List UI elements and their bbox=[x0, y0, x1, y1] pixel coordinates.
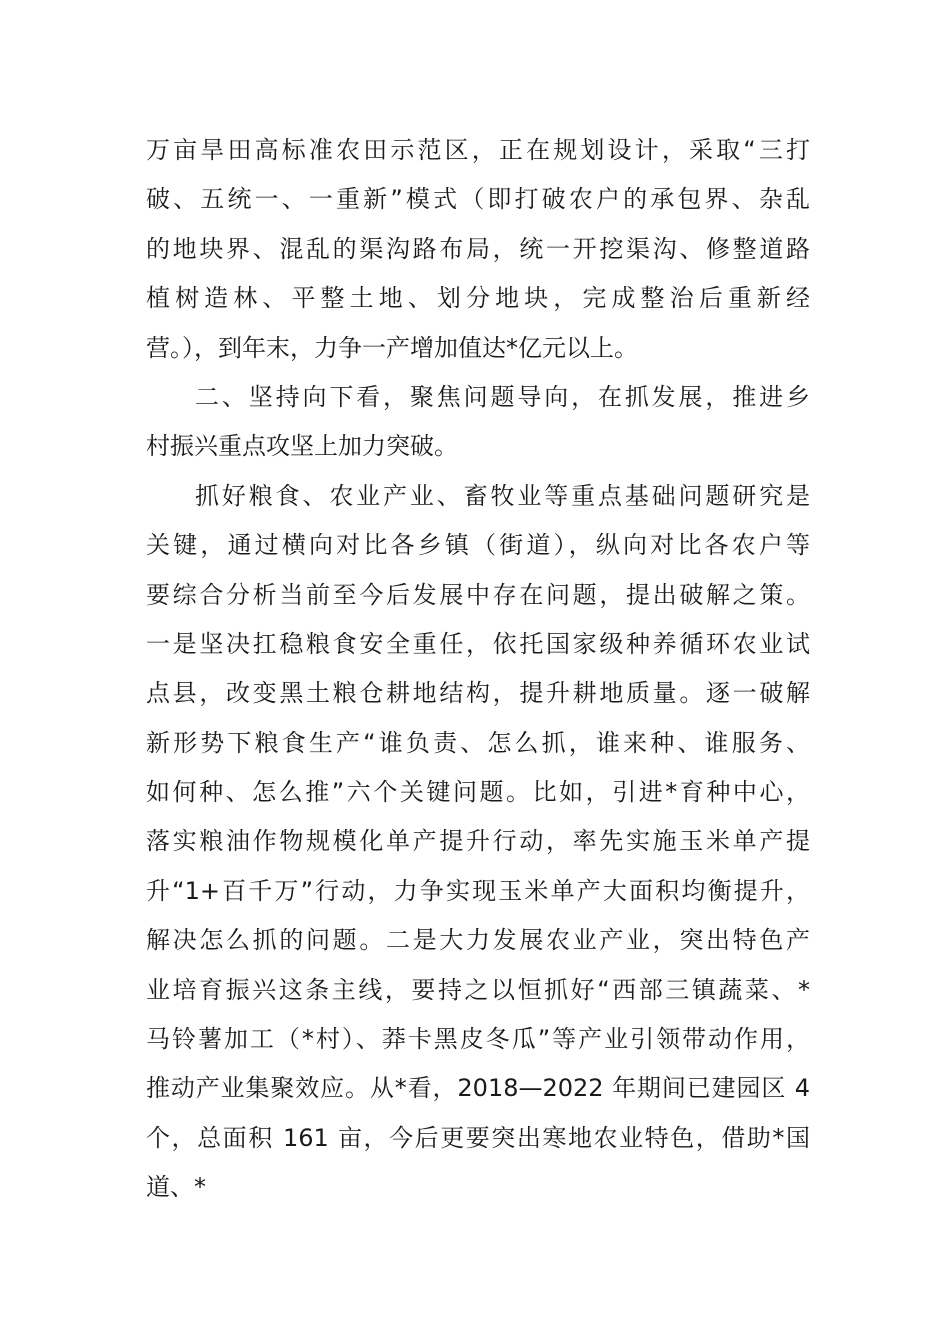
text-line: 抓好粮食、农业产业、畜牧业等重点基础问题研究是 bbox=[195, 481, 810, 510]
text-line: 道、* bbox=[146, 1173, 206, 1202]
section-heading-line: 村振兴重点攻坚上加力突破。 bbox=[146, 432, 458, 461]
body-text bbox=[146, 126, 810, 1213]
section-heading-line: 二、坚持向下看，聚焦问题导向，在抓发展，推进乡 bbox=[195, 382, 810, 411]
text-line: 一是坚决扛稳粮食安全重任，依托国家级种养循环农业试 bbox=[146, 629, 810, 658]
text-line: 关键，通过横向对比各乡镇（街道），纵向对比各农户等 bbox=[146, 531, 810, 560]
text-line: 如何种、怎么推”六个关键问题。比如，引进*育种中心， bbox=[146, 778, 810, 807]
text-line: 个，总面积 161 亩，今后更要突出寒地农业特色，借助*国 bbox=[146, 1123, 810, 1152]
text-line: 点县，改变黑土粮仓耕地结构，提升耕地质量。逐一破解 bbox=[146, 679, 810, 708]
text-line: 落实粮油作物规模化单产提升行动，率先实施玉米单产提 bbox=[146, 827, 810, 856]
text-line: 新形势下粮食生产“谁负责、怎么抓，谁来种、谁服务、 bbox=[146, 728, 810, 757]
text-line: 业培育振兴这条主线，要持之以恒抓好“西部三镇蔬菜、* bbox=[146, 975, 810, 1004]
text-line: 植树造林、平整土地、划分地块，完成整治后重新经 bbox=[146, 284, 810, 313]
text-line: 马铃薯加工（*村）、莽卡黑皮冬瓜”等产业引领带动作用， bbox=[146, 1025, 810, 1054]
text-line: 解决怎么抓的问题。二是大力发展农业产业，突出特色产 bbox=[146, 926, 810, 955]
text-line: 的地块界、混乱的渠沟路布局，统一开挖渠沟、修整道路 bbox=[146, 234, 810, 263]
text-line: 破、五统一、一重新”模式（即打破农户的承包界、杂乱 bbox=[146, 185, 810, 214]
text-line: 万亩旱田高标准农田示范区，正在规划设计，采取“三打 bbox=[146, 136, 810, 164]
text-line: 升“1+百千万”行动，力争实现玉米单产大面积均衡提升， bbox=[146, 876, 810, 905]
text-line: 推动产业集聚效应。从*看，2018—2022 年期间已建园区 4 bbox=[146, 1074, 810, 1103]
text-line: 要综合分析当前至今后发展中存在问题，提出破解之策。 bbox=[146, 580, 810, 609]
text-line: 营。），到年末，力争一产增加值达*亿元以上。 bbox=[146, 333, 638, 362]
